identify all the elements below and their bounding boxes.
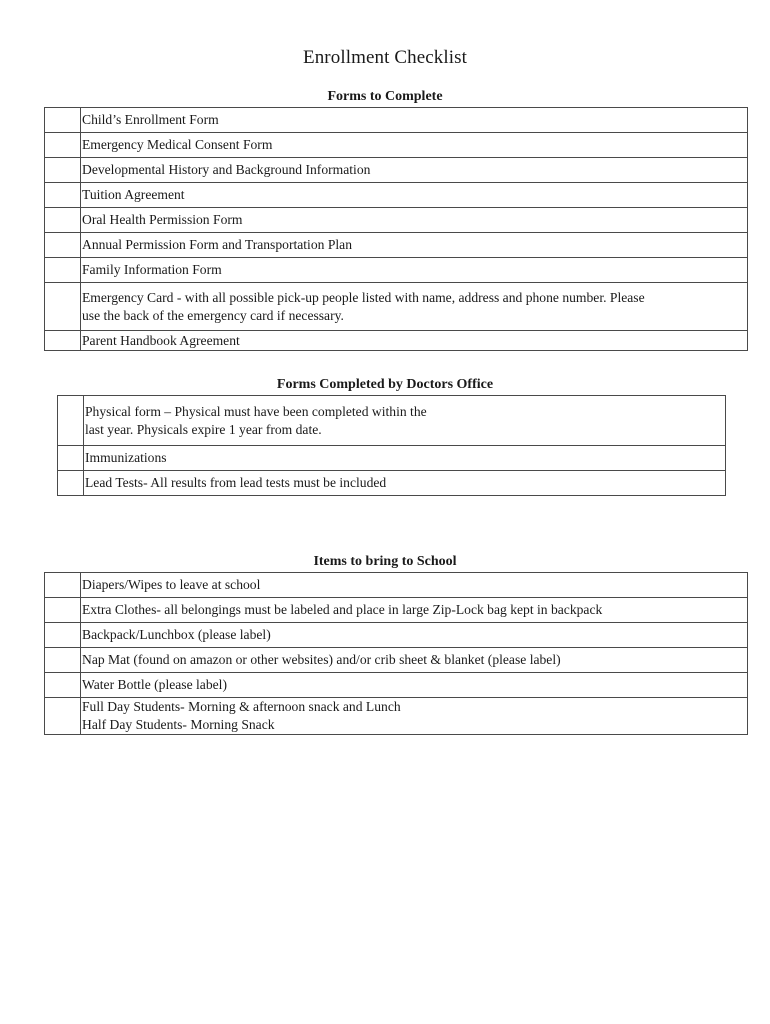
checklist-item-label: Immunizations <box>84 446 726 471</box>
checkbox-cell[interactable] <box>45 108 81 133</box>
checklist-row <box>45 623 748 648</box>
checkbox-cell[interactable] <box>58 446 84 471</box>
checklist-item-label: Extra Clothes- all belongings must be labeled and place in large Zip-Lock bag kept in backpack <box>81 598 748 623</box>
checkbox-cell[interactable] <box>45 698 81 735</box>
checklist-row <box>45 233 748 258</box>
checklist-item-label: Child’s Enrollment Form <box>81 108 748 133</box>
checkbox-cell[interactable] <box>45 133 81 158</box>
checklist-item-label: Lead Tests- All results from lead tests must be included <box>84 471 726 496</box>
checklist-item-label: Annual Permission Form and Transportation Plan <box>81 233 748 258</box>
checklist-item-label <box>81 283 748 331</box>
checkbox-cell[interactable] <box>45 573 81 598</box>
checklist-item-label: Backpack/Lunchbox (please label) <box>81 623 748 648</box>
checklist-item-label: Oral Health Permission Form <box>81 208 748 233</box>
checkbox-cell[interactable] <box>45 233 81 258</box>
checkbox-cell[interactable] <box>45 331 81 351</box>
checkbox-cell[interactable] <box>45 648 81 673</box>
checklist-row <box>45 648 748 673</box>
checklist-row <box>45 133 748 158</box>
checkbox-cell[interactable] <box>45 183 81 208</box>
checkbox-cell[interactable] <box>45 258 81 283</box>
items-to-bring-table <box>44 572 748 735</box>
checklist-item-label: Nap Mat (found on amazon or other websites) and/or crib sheet & blanket (please label) <box>81 648 748 673</box>
checklist-row <box>45 598 748 623</box>
checklist-item-line: Emergency Card - with all possible pick-up people listed with name, address and phone number. Please <box>82 289 645 305</box>
doctors-office-table <box>57 395 726 496</box>
checkbox-cell[interactable] <box>58 471 84 496</box>
checkbox-cell[interactable] <box>45 283 81 331</box>
section-heading-doctors-office: Forms Completed by Doctors Office <box>276 377 494 392</box>
checklist-item-label: Emergency Medical Consent Form <box>81 133 748 158</box>
checklist-row <box>58 471 726 496</box>
checkbox-cell[interactable] <box>45 158 81 183</box>
forms-to-complete-table <box>44 107 748 351</box>
checkbox-cell[interactable] <box>45 623 81 648</box>
checklist-item-label <box>84 396 726 446</box>
checklist-item-line: use the back of the emergency card if necessary. <box>82 307 344 323</box>
checklist-row <box>58 396 726 446</box>
checklist-row <box>45 573 748 598</box>
section-heading-forms-to-complete: Forms to Complete <box>327 89 443 104</box>
checklist-row <box>58 446 726 471</box>
section-heading-items-to-bring: Items to bring to School <box>313 554 457 569</box>
checklist-item-label: Diapers/Wipes to leave at school <box>81 573 748 598</box>
checklist-item-line: Full Day Students- Morning & afternoon snack and Lunch <box>82 699 401 714</box>
checklist-item-label: Parent Handbook Agreement <box>81 331 748 351</box>
checklist-item-label: Water Bottle (please label) <box>81 673 748 698</box>
page-title: Enrollment Checklist <box>302 47 467 68</box>
checklist-row <box>45 283 748 331</box>
checkbox-cell[interactable] <box>58 396 84 446</box>
checklist-item-label: Family Information Form <box>81 258 748 283</box>
checklist-item-label: Developmental History and Background Information <box>81 158 748 183</box>
checklist-item-line: last year. Physicals expire 1 year from date. <box>85 421 322 437</box>
checklist-item-line: Physical form – Physical must have been completed within the <box>85 403 427 419</box>
checklist-item-label <box>81 698 748 735</box>
checklist-row <box>45 208 748 233</box>
checklist-row <box>45 258 748 283</box>
checklist-row <box>45 158 748 183</box>
checklist-row <box>45 183 748 208</box>
checkbox-cell[interactable] <box>45 598 81 623</box>
checklist-item-label: Tuition Agreement <box>81 183 748 208</box>
checklist-row <box>45 331 748 351</box>
checkbox-cell[interactable] <box>45 673 81 698</box>
checklist-row <box>45 673 748 698</box>
checkbox-cell[interactable] <box>45 208 81 233</box>
checklist-row <box>45 698 748 735</box>
checklist-item-line: Half Day Students- Morning Snack <box>82 717 275 732</box>
checklist-row <box>45 108 748 133</box>
